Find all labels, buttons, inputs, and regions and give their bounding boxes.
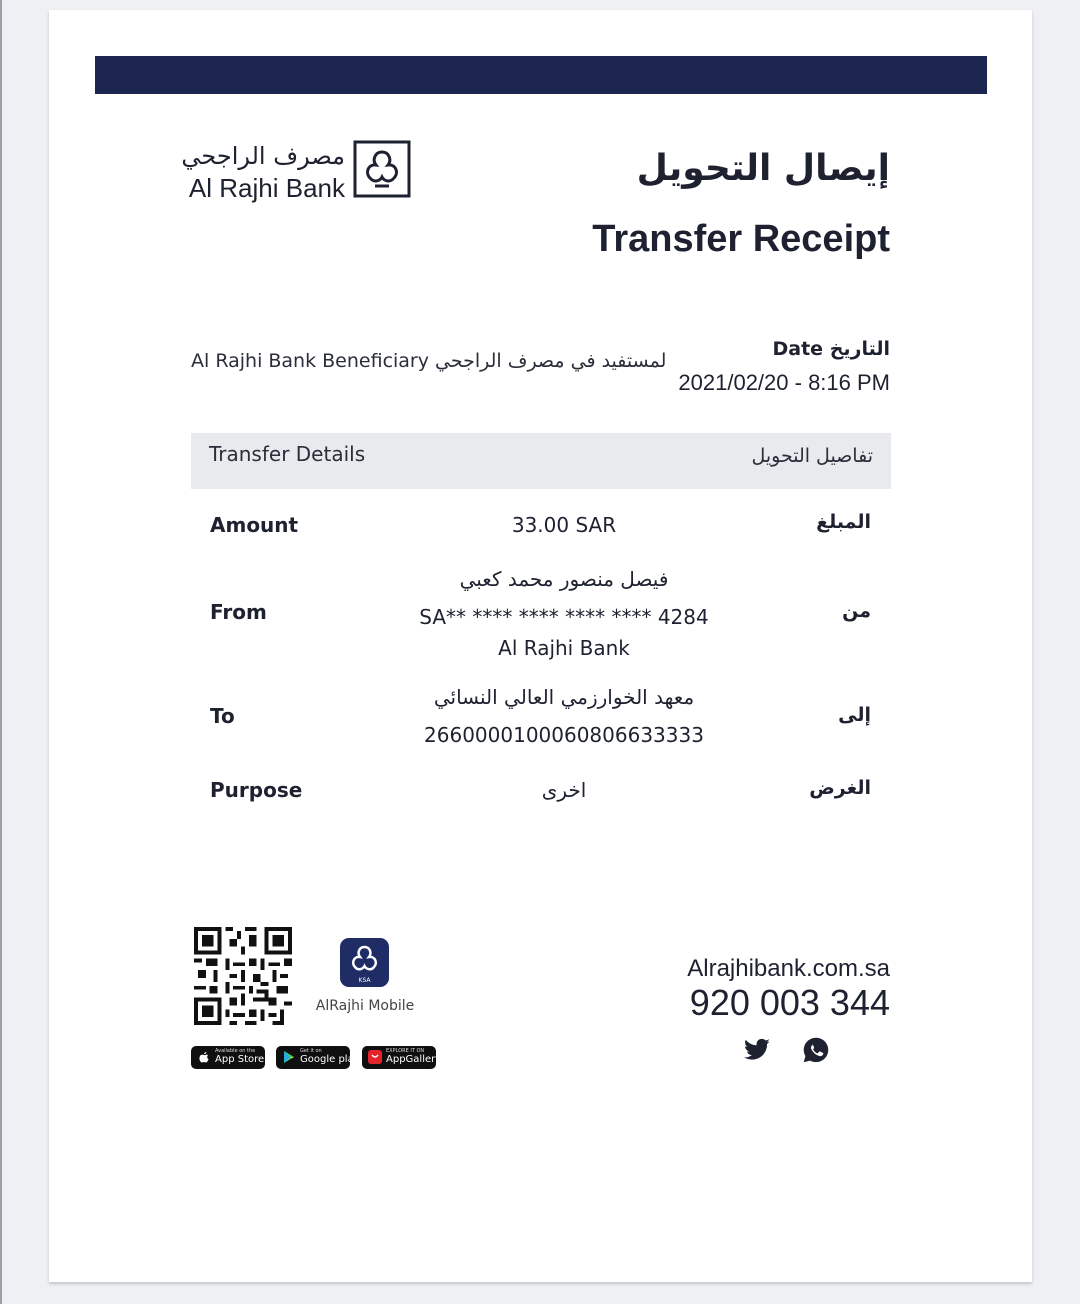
date-value: 2021/02/20 - 8:16 PM (678, 370, 890, 395)
amount-label-arabic: المبلغ (816, 511, 871, 533)
to-account: 2660000100060806633333 (424, 723, 704, 747)
app-name: AlRajhi Mobile (315, 998, 415, 1014)
from-label: From (210, 600, 267, 624)
from-bank: Al Rajhi Bank (498, 636, 630, 660)
details-header-english: Transfer Details (209, 442, 366, 466)
alrajhi-app-icon[interactable] (340, 938, 389, 987)
title-arabic: إيصال التحويل (636, 148, 890, 189)
google-play-small: Get it on (300, 1048, 322, 1054)
play-icon (282, 1050, 296, 1064)
appgallery-badge[interactable] (362, 1046, 442, 1069)
to-label: To (210, 704, 235, 728)
twitter-icon[interactable] (743, 1036, 771, 1064)
beneficiary-type: Al Rajhi Bank Beneficiary لمستفيد في مصرف الراجحي (191, 350, 667, 372)
logo-english-text: Al Rajhi Bank (188, 173, 345, 203)
purpose-label-arabic: الغرض (809, 777, 871, 799)
phone-number[interactable]: 920 003 344 (689, 982, 890, 1023)
bank-emblem-icon (353, 140, 411, 198)
title-english: Transfer Receipt (592, 218, 890, 260)
appgallery-small: EXPLORE IT ON (386, 1048, 425, 1054)
from-name: فيصل منصور محمد كعبي (459, 567, 669, 591)
app-store-small: Available on the (215, 1048, 256, 1054)
apple-icon (197, 1050, 211, 1064)
header-bar (95, 56, 987, 94)
google-play-label: Google play (300, 1054, 360, 1065)
google-play-badge[interactable] (276, 1046, 360, 1069)
website-link[interactable]: Alrajhibank.com.sa (687, 955, 890, 982)
logo-arabic-text: مصرف الراجحي (181, 142, 345, 170)
app-emblem-icon (340, 938, 389, 987)
amount-label: Amount (210, 513, 299, 537)
from-label-arabic: من (842, 600, 871, 622)
details-header-arabic: تفاصيل التحويل (751, 445, 873, 467)
amount-value: 33.00 SAR (511, 513, 617, 537)
to-label-arabic: إلى (838, 704, 871, 726)
purpose-value: اخرى (541, 778, 587, 802)
app-store-badge[interactable] (191, 1046, 265, 1069)
transfer-details-header (191, 433, 891, 489)
appgallery-label: AppGallery (386, 1054, 442, 1065)
qr-code[interactable] (194, 927, 292, 1025)
from-account: SA** **** **** **** **** 4284 (419, 605, 709, 629)
purpose-label: Purpose (210, 778, 303, 802)
whatsapp-icon[interactable] (802, 1036, 830, 1064)
huawei-icon (368, 1050, 382, 1064)
bank-logo (181, 140, 411, 203)
date-label: Date التاريخ (772, 338, 890, 360)
app-store-label: App Store (215, 1054, 265, 1065)
to-name: معهد الخوارزمي العالي النسائي (433, 685, 695, 709)
receipt-page (49, 10, 1032, 1282)
viewer-left-edge (0, 0, 2, 1304)
app-badge-text: KSA (358, 977, 371, 984)
